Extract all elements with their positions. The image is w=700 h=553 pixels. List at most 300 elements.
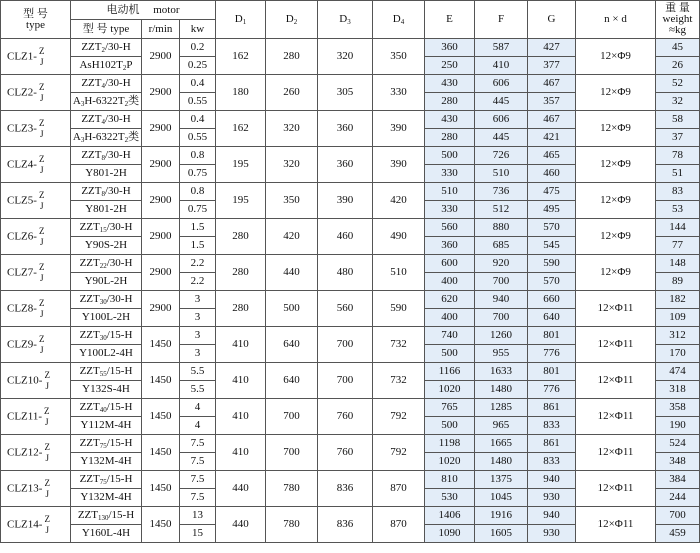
f-cell: 1480	[475, 453, 528, 471]
model-name: CLZ13-	[7, 482, 43, 495]
nxd-cell: 12×Φ9	[576, 255, 656, 291]
header-e: E	[425, 1, 475, 39]
g-cell: 861	[528, 435, 576, 453]
motor-type-cell: $ZZT_{55}/15-H$	[71, 363, 142, 381]
kw-cell: 0.8	[180, 183, 216, 201]
rpm-cell: 2900	[142, 255, 180, 291]
model-cell	[1, 363, 71, 399]
kw-cell: 2.2	[180, 273, 216, 291]
weight-cell: 148	[656, 255, 700, 273]
motor-type-cell: Y112M-4H	[71, 417, 142, 435]
kw-cell: 0.75	[180, 201, 216, 219]
d2-cell: 420	[266, 219, 318, 255]
d2-cell: 260	[266, 75, 318, 111]
f-cell: 1045	[475, 489, 528, 507]
weight-cell: 32	[656, 93, 700, 111]
model-suffix: Z J	[38, 117, 45, 139]
motor-type-cell: $ZZT_2/30-H$	[71, 39, 142, 57]
model-name: CLZ2-	[7, 86, 37, 99]
model-name: CLZ1-	[7, 50, 37, 63]
rpm-cell: 2900	[142, 39, 180, 75]
g-cell: 640	[528, 309, 576, 327]
e-cell: 740	[425, 327, 475, 345]
nxd-cell: 12×Φ9	[576, 183, 656, 219]
rpm-cell: 1450	[142, 399, 180, 435]
d3-cell: 836	[318, 471, 373, 507]
kw-cell: 4	[180, 399, 216, 417]
header-model-cn: 型 号	[23, 7, 48, 20]
rpm-cell: 1450	[142, 363, 180, 399]
f-cell: 955	[475, 345, 528, 363]
d1-cell: 410	[216, 399, 266, 435]
kw-cell: 3	[180, 291, 216, 309]
d4-cell: 732	[373, 363, 425, 399]
model-name: CLZ4-	[7, 158, 37, 171]
d3-cell: 760	[318, 399, 373, 435]
d3-cell: 360	[318, 111, 373, 147]
d4-cell: 330	[373, 75, 425, 111]
weight-cell: 348	[656, 453, 700, 471]
g-cell: 776	[528, 345, 576, 363]
d4-cell: 490	[373, 219, 425, 255]
e-cell: 765	[425, 399, 475, 417]
motor-type-cell: $ZZT_{130}/15-H$	[71, 507, 142, 525]
model-suffix: Z J	[44, 441, 50, 463]
model-suffix: Z J	[38, 333, 45, 355]
weight-cell: 144	[656, 219, 700, 237]
d3-cell: 305	[318, 75, 373, 111]
d2-cell: 780	[266, 471, 318, 507]
motor-type-cell: $ZZT_4/30-H$	[71, 111, 142, 129]
e-cell: 400	[425, 273, 475, 291]
table-row	[1, 147, 700, 165]
model-name: CLZ6-	[7, 230, 37, 243]
d2-cell: 320	[266, 147, 318, 183]
d2-cell: 780	[266, 507, 318, 543]
f-cell: 445	[475, 93, 528, 111]
f-cell: 1916	[475, 507, 528, 525]
kw-cell: 3	[180, 327, 216, 345]
weight-cell: 58	[656, 111, 700, 129]
header-nxd: n × d	[576, 1, 656, 39]
table-row	[1, 363, 700, 381]
kw-cell: 0.25	[180, 57, 216, 75]
d3-cell: 390	[318, 183, 373, 219]
header-f: F	[475, 1, 528, 39]
d3-cell: 836	[318, 507, 373, 543]
g-cell: 861	[528, 399, 576, 417]
g-cell: 930	[528, 525, 576, 543]
nxd-cell: 12×Φ11	[576, 363, 656, 399]
d1-cell: 195	[216, 147, 266, 183]
f-cell: 965	[475, 417, 528, 435]
g-cell: 467	[528, 111, 576, 129]
model-suffix: Z J	[38, 225, 45, 247]
kw-cell: 15	[180, 525, 216, 543]
kw-cell: 0.4	[180, 111, 216, 129]
header-kw: kw	[180, 20, 216, 39]
motor-type-cell: $A_3H-6322T_2$类	[71, 93, 142, 111]
model-cell	[1, 39, 71, 75]
d3-cell: 360	[318, 147, 373, 183]
rpm-cell: 1450	[142, 507, 180, 543]
nxd-cell: 12×Φ11	[576, 471, 656, 507]
g-cell: 801	[528, 327, 576, 345]
e-cell: 1020	[425, 453, 475, 471]
model-suffix: Z J	[44, 369, 50, 391]
kw-cell: 7.5	[180, 435, 216, 453]
d4-cell: 792	[373, 399, 425, 435]
f-cell: 1260	[475, 327, 528, 345]
e-cell: 430	[425, 111, 475, 129]
d3-cell: 480	[318, 255, 373, 291]
motor-type-cell: $ZZT_{22}/30-H$	[71, 255, 142, 273]
d1-cell: 280	[216, 255, 266, 291]
kw-cell: 0.75	[180, 165, 216, 183]
model-cell	[1, 327, 71, 363]
e-cell: 620	[425, 291, 475, 309]
g-cell: 776	[528, 381, 576, 399]
model-name: CLZ11-	[7, 410, 43, 423]
d4-cell: 792	[373, 435, 425, 471]
model-cell	[1, 111, 71, 147]
rpm-cell: 2900	[142, 219, 180, 255]
model-suffix: Z J	[44, 405, 50, 427]
kw-cell: 7.5	[180, 453, 216, 471]
header-motor	[71, 1, 216, 20]
weight-cell: 358	[656, 399, 700, 417]
header-d1: $D_1$	[216, 1, 266, 39]
kw-cell: 5.5	[180, 363, 216, 381]
weight-cell: 459	[656, 525, 700, 543]
nxd-cell: 12×Φ9	[576, 75, 656, 111]
nxd-cell: 12×Φ11	[576, 507, 656, 543]
d1-cell: 280	[216, 291, 266, 327]
header-type-en: type	[110, 22, 130, 35]
weight-cell: 190	[656, 417, 700, 435]
model-cell	[1, 255, 71, 291]
table-row	[1, 327, 700, 345]
header-model	[1, 1, 71, 39]
g-cell: 570	[528, 219, 576, 237]
motor-type-cell: $ZZT_{30}/30-H$	[71, 291, 142, 309]
weight-cell: 45	[656, 39, 700, 57]
model-cell	[1, 219, 71, 255]
weight-cell: 170	[656, 345, 700, 363]
d3-cell: 700	[318, 327, 373, 363]
nxd-cell: 12×Φ11	[576, 435, 656, 471]
d3-cell: 460	[318, 219, 373, 255]
e-cell: 1090	[425, 525, 475, 543]
e-cell: 330	[425, 165, 475, 183]
g-cell: 465	[528, 147, 576, 165]
rpm-cell: 2900	[142, 75, 180, 111]
e-cell: 530	[425, 489, 475, 507]
d2-cell: 440	[266, 255, 318, 291]
d3-cell: 560	[318, 291, 373, 327]
nxd-cell: 12×Φ11	[576, 399, 656, 435]
e-cell: 1198	[425, 435, 475, 453]
e-cell: 280	[425, 129, 475, 147]
rpm-cell: 1450	[142, 435, 180, 471]
d2-cell: 320	[266, 111, 318, 147]
e-cell: 810	[425, 471, 475, 489]
header-type-cn: 型 号	[82, 22, 108, 35]
nxd-cell: 12×Φ9	[576, 111, 656, 147]
e-cell: 360	[425, 39, 475, 57]
kw-cell: 0.4	[180, 75, 216, 93]
g-cell: 801	[528, 363, 576, 381]
g-cell: 570	[528, 273, 576, 291]
f-cell: 920	[475, 255, 528, 273]
d1-cell: 195	[216, 183, 266, 219]
kw-cell: 2.2	[180, 255, 216, 273]
weight-cell: 89	[656, 273, 700, 291]
weight-cell: 109	[656, 309, 700, 327]
weight-cell: 312	[656, 327, 700, 345]
e-cell: 600	[425, 255, 475, 273]
header-weight-unit: ≈kg	[668, 24, 687, 36]
g-cell: 545	[528, 237, 576, 255]
g-cell: 377	[528, 57, 576, 75]
d4-cell: 390	[373, 111, 425, 147]
nxd-cell: 12×Φ9	[576, 219, 656, 255]
e-cell: 560	[425, 219, 475, 237]
table-header	[1, 1, 700, 39]
rpm-cell: 2900	[142, 111, 180, 147]
weight-cell: 244	[656, 489, 700, 507]
rpm-cell: 2900	[142, 291, 180, 327]
d1-cell: 280	[216, 219, 266, 255]
header-type	[71, 20, 142, 39]
d1-cell: 410	[216, 363, 266, 399]
rpm-cell: 2900	[142, 183, 180, 219]
kw-cell: 5.5	[180, 381, 216, 399]
model-name: CLZ5-	[7, 194, 37, 207]
f-cell: 1605	[475, 525, 528, 543]
kw-cell: 0.8	[180, 147, 216, 165]
kw-cell: 3	[180, 309, 216, 327]
kw-cell: 0.55	[180, 129, 216, 147]
header-g: G	[528, 1, 576, 39]
motor-type-cell: $A_3H-6322T_2$类	[71, 129, 142, 147]
g-cell: 930	[528, 489, 576, 507]
nxd-cell: 12×Φ9	[576, 147, 656, 183]
d1-cell: 162	[216, 39, 266, 75]
g-cell: 460	[528, 165, 576, 183]
e-cell: 1406	[425, 507, 475, 525]
d1-cell: 162	[216, 111, 266, 147]
motor-type-cell: Y100L2-4H	[71, 345, 142, 363]
motor-type-cell: Y801-2H	[71, 201, 142, 219]
model-name: CLZ12-	[7, 446, 43, 459]
g-cell: 660	[528, 291, 576, 309]
e-cell: 430	[425, 75, 475, 93]
model-name: CLZ3-	[7, 122, 37, 135]
weight-cell: 77	[656, 237, 700, 255]
model-name: CLZ9-	[7, 338, 37, 351]
d2-cell: 640	[266, 327, 318, 363]
kw-cell: 4	[180, 417, 216, 435]
f-cell: 410	[475, 57, 528, 75]
table-row	[1, 219, 700, 237]
d4-cell: 732	[373, 327, 425, 363]
motor-type-cell: $ZZT_{75}/15-H$	[71, 471, 142, 489]
d1-cell: 440	[216, 507, 266, 543]
g-cell: 357	[528, 93, 576, 111]
e-cell: 510	[425, 183, 475, 201]
e-cell: 500	[425, 345, 475, 363]
e-cell: 280	[425, 93, 475, 111]
g-cell: 940	[528, 507, 576, 525]
header-weight	[656, 1, 700, 39]
motor-type-cell: $ZZT_{40}/15-H$	[71, 399, 142, 417]
model-cell	[1, 183, 71, 219]
model-cell	[1, 471, 71, 507]
weight-cell: 37	[656, 129, 700, 147]
weight-cell: 182	[656, 291, 700, 309]
rpm-cell: 1450	[142, 327, 180, 363]
nxd-cell: 12×Φ11	[576, 291, 656, 327]
f-cell: 700	[475, 309, 528, 327]
f-cell: 1375	[475, 471, 528, 489]
d4-cell: 510	[373, 255, 425, 291]
e-cell: 500	[425, 417, 475, 435]
model-name: CLZ7-	[7, 266, 37, 279]
model-suffix: Z J	[38, 45, 45, 67]
kw-cell: 0.55	[180, 93, 216, 111]
g-cell: 475	[528, 183, 576, 201]
f-cell: 606	[475, 75, 528, 93]
motor-type-cell: Y160L-4H	[71, 525, 142, 543]
f-cell: 1285	[475, 399, 528, 417]
header-motor-en: motor	[153, 3, 180, 16]
g-cell: 590	[528, 255, 576, 273]
f-cell: 445	[475, 129, 528, 147]
motor-type-cell: $ZZT_8/30-H$	[71, 183, 142, 201]
d4-cell: 870	[373, 507, 425, 543]
model-cell	[1, 291, 71, 327]
table-row	[1, 507, 700, 525]
d1-cell: 180	[216, 75, 266, 111]
weight-cell: 474	[656, 363, 700, 381]
weight-cell: 384	[656, 471, 700, 489]
kw-cell: 3	[180, 345, 216, 363]
kw-cell: 7.5	[180, 489, 216, 507]
model-name: CLZ8-	[7, 302, 37, 315]
table-row	[1, 255, 700, 273]
table-row	[1, 435, 700, 453]
motor-type-cell: Y90S-2H	[71, 237, 142, 255]
header-d3: $D_3$	[318, 1, 373, 39]
d1-cell: 440	[216, 471, 266, 507]
d4-cell: 590	[373, 291, 425, 327]
table-row	[1, 471, 700, 489]
model-cell	[1, 75, 71, 111]
g-cell: 833	[528, 453, 576, 471]
kw-cell: 0.2	[180, 39, 216, 57]
weight-cell: 52	[656, 75, 700, 93]
model-suffix: Z J	[38, 153, 45, 175]
weight-cell: 83	[656, 183, 700, 201]
f-cell: 512	[475, 201, 528, 219]
d4-cell: 350	[373, 39, 425, 75]
f-cell: 1633	[475, 363, 528, 381]
g-cell: 467	[528, 75, 576, 93]
kw-cell: 7.5	[180, 471, 216, 489]
d1-cell: 410	[216, 435, 266, 471]
f-cell: 736	[475, 183, 528, 201]
motor-type-cell: Y90L-2H	[71, 273, 142, 291]
header-weight-cn: 重 量	[665, 2, 690, 14]
model-name: CLZ10-	[7, 374, 43, 387]
motor-type-cell: $ZZT_{15}/30-H$	[71, 219, 142, 237]
motor-type-cell: Y132M-4H	[71, 489, 142, 507]
d4-cell: 390	[373, 147, 425, 183]
f-cell: 880	[475, 219, 528, 237]
f-cell: 606	[475, 111, 528, 129]
weight-cell: 318	[656, 381, 700, 399]
d1-cell: 410	[216, 327, 266, 363]
kw-cell: 1.5	[180, 219, 216, 237]
model-cell	[1, 147, 71, 183]
model-suffix: Z J	[38, 81, 45, 103]
table-row	[1, 39, 700, 57]
header-weight-en: weight	[662, 13, 693, 25]
header-d4: $D_4$	[373, 1, 425, 39]
g-cell: 495	[528, 201, 576, 219]
e-cell: 1020	[425, 381, 475, 399]
motor-type-cell: $ZZT_{30}/15-H$	[71, 327, 142, 345]
header-rpm: r/min	[142, 20, 180, 39]
g-cell: 833	[528, 417, 576, 435]
header-d2: $D_2$	[266, 1, 318, 39]
model-suffix: Z J	[38, 297, 45, 319]
e-cell: 1166	[425, 363, 475, 381]
e-cell: 500	[425, 147, 475, 165]
f-cell: 587	[475, 39, 528, 57]
kw-cell: 1.5	[180, 237, 216, 255]
motor-type-cell: Y132M-4H	[71, 453, 142, 471]
d3-cell: 320	[318, 39, 373, 75]
model-name: CLZ14-	[7, 518, 43, 531]
f-cell: 1480	[475, 381, 528, 399]
f-cell: 940	[475, 291, 528, 309]
rpm-cell: 1450	[142, 471, 180, 507]
table-row	[1, 75, 700, 93]
header-model-en: type	[26, 18, 45, 31]
motor-type-cell: Y801-2H	[71, 165, 142, 183]
e-cell: 250	[425, 57, 475, 75]
model-suffix: Z J	[38, 261, 45, 283]
weight-cell: 524	[656, 435, 700, 453]
model-cell	[1, 399, 71, 435]
rpm-cell: 2900	[142, 147, 180, 183]
d2-cell: 640	[266, 363, 318, 399]
nxd-cell: 12×Φ11	[576, 327, 656, 363]
weight-cell: 53	[656, 201, 700, 219]
e-cell: 330	[425, 201, 475, 219]
weight-cell: 700	[656, 507, 700, 525]
table-row	[1, 291, 700, 309]
motor-type-cell: $ZZT_4/30-H$	[71, 75, 142, 93]
f-cell: 685	[475, 237, 528, 255]
table-row	[1, 399, 700, 417]
motor-type-cell: $AsH102T_2P$	[71, 57, 142, 75]
motor-type-cell: Y100L-2H	[71, 309, 142, 327]
motor-type-cell: Y132S-4H	[71, 381, 142, 399]
d4-cell: 420	[373, 183, 425, 219]
